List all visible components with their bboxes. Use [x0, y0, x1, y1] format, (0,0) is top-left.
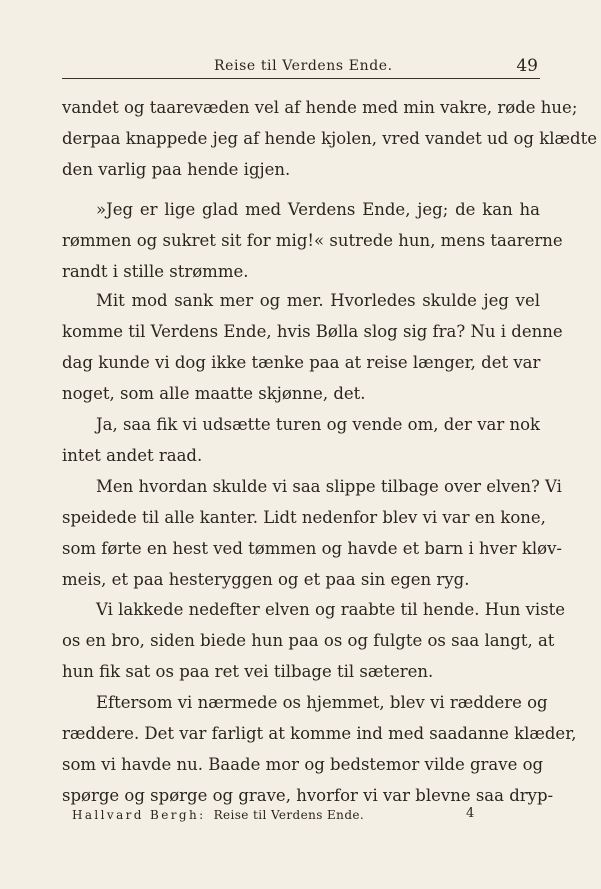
text-line: noget, som alle maatte skjønne, det. — [62, 384, 366, 403]
footer-title: Reise til Verdens Ende. — [213, 808, 365, 822]
signature-footer — [72, 808, 364, 822]
text-line: dag kunde vi dog ikke tænke paa at reise længer, det var — [62, 353, 541, 372]
text-line: komme til Verdens Ende, hvis Bølla slog sig fra? Nu i denne — [62, 322, 563, 341]
footer-author: Hallvard Bergh: — [72, 808, 206, 822]
text-line: den varlig paa hende igjen. — [62, 160, 291, 179]
text-line: Eftersom vi nærmede os hjemmet, blev vi ræddere og — [96, 693, 548, 712]
text-line: meis, et paa hesteryggen og et paa sin egen ryg. — [62, 570, 470, 589]
running-title: Reise til Verdens Ende. — [214, 58, 393, 74]
text-line: vandet og taarevæden vel af hende med min vakre, røde hue; — [62, 98, 578, 117]
text-line: som vi havde nu. Baade mor og bedstemor vilde grave og — [62, 755, 544, 774]
text-line: »Jeg er lige glad med Verdens Ende, jeg; de kan ha — [96, 200, 540, 219]
text-line: derpaa knappede jeg af hende kjolen, vred vandet ud og klædte — [62, 129, 597, 148]
text-line: rømmen og sukret sit for mig!« sutrede hun, mens taarerne — [62, 231, 563, 250]
text-line: Vi lakkede nedefter elven og raabte til hende. Hun viste — [96, 600, 566, 619]
text-line: intet andet raad. — [62, 446, 203, 465]
running-head — [62, 56, 540, 78]
text-line: ræddere. Det var farligt at komme ind med saadanne klæder, — [62, 724, 577, 743]
text-line: speidede til alle kanter. Lidt nedenfor blev vi var en kone, — [62, 508, 546, 527]
text-line: randt i stille strømme. — [62, 262, 249, 281]
text-line: Mit mod sank mer og mer. Hvorledes skulde jeg vel — [96, 291, 540, 310]
text-line: som førte en hest ved tømmen og havde et barn i hver kløv- — [62, 539, 562, 558]
page-number: 49 — [516, 56, 538, 76]
text-line: Ja, saa fik vi udsætte turen og vende om, der var nok — [96, 415, 541, 434]
text-line: spørge og spørge og grave, hvorfor vi var blevne saa dryp- — [62, 786, 554, 805]
text-line: hun fik sat os paa ret vei tilbage til sæteren. — [62, 662, 434, 681]
header-rule — [62, 78, 540, 79]
sheet-signature: 4 — [466, 806, 475, 821]
text-line: os en bro, siden biede hun paa os og fulgte os saa langt, at — [62, 631, 555, 650]
text-line: Men hvordan skulde vi saa slippe tilbage over elven? Vi — [96, 477, 562, 496]
